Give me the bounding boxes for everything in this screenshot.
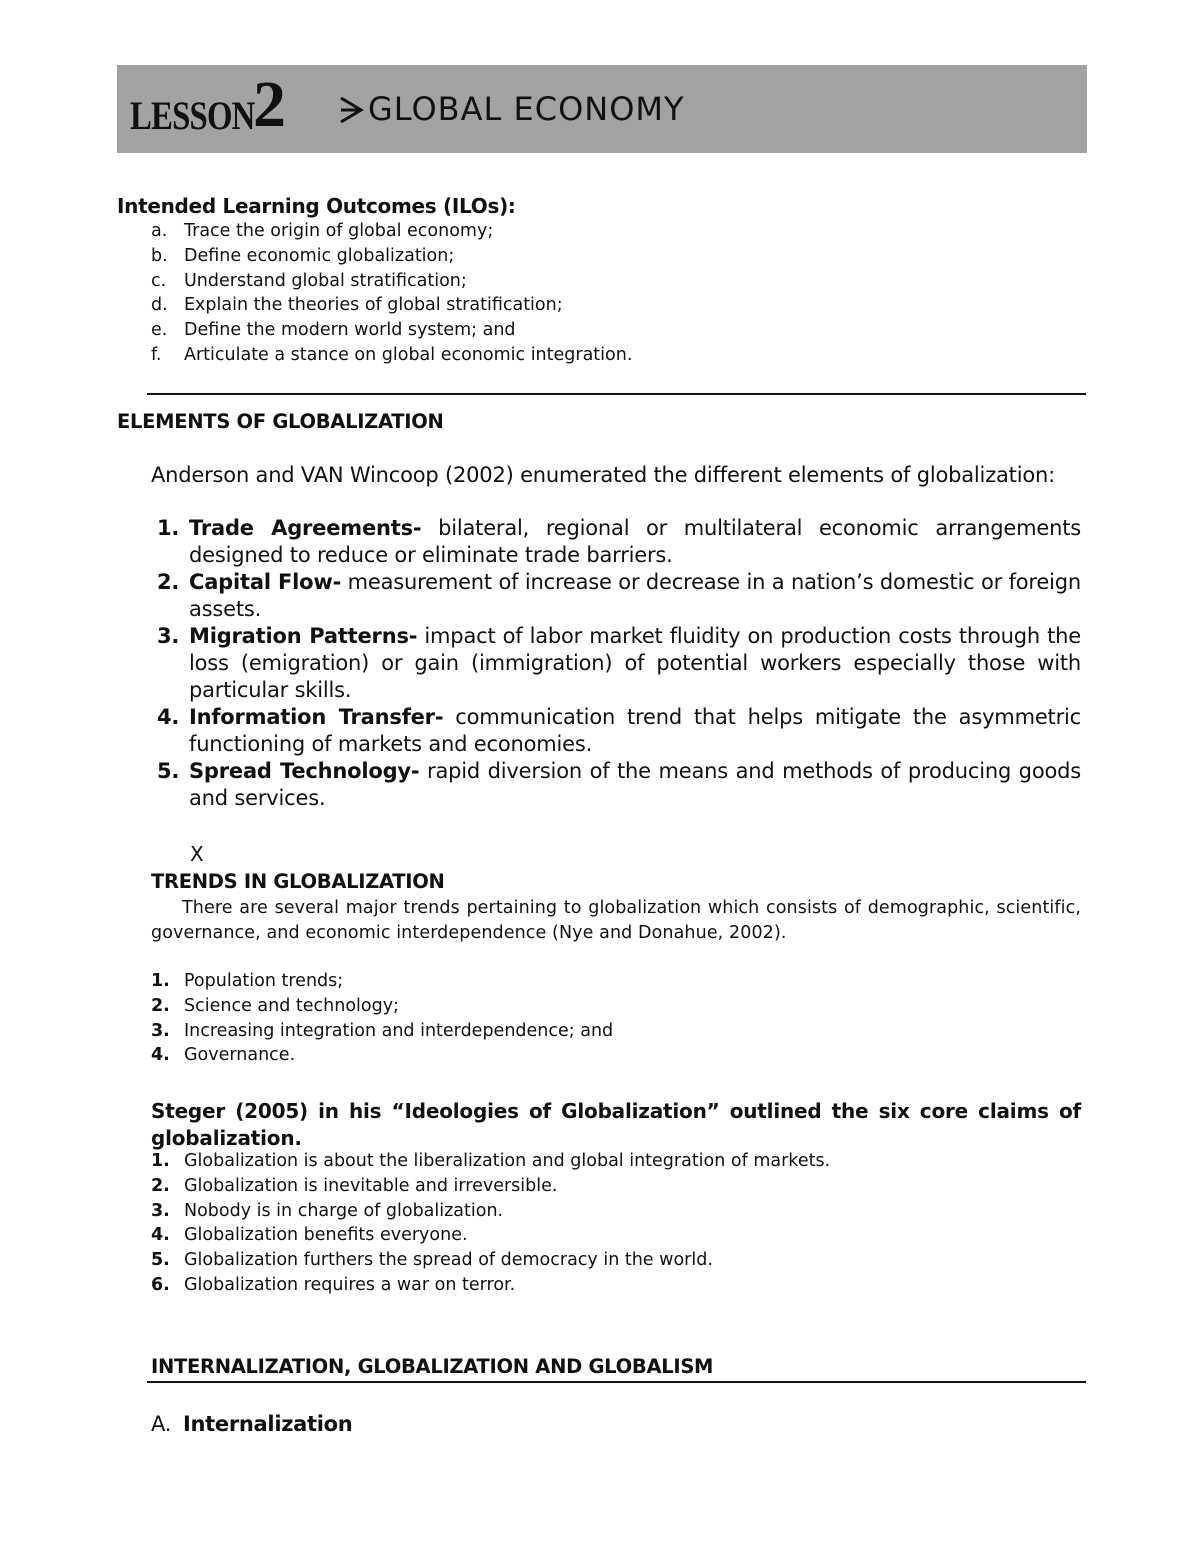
list-item: 1. Trade Agreements- bilateral, regional or multilateral economic arrangements designed to reduce or eliminate trade barriers.	[157, 516, 1081, 567]
list-item: 3. Nobody is in charge of globalization.	[151, 1200, 504, 1221]
list-item: 2. Capital Flow- measurement of increase or decrease in a nation’s domestic or foreign assets.	[157, 570, 1081, 621]
elements-heading: ELEMENTS OF GLOBALIZATION	[117, 410, 444, 433]
stray-mark: X	[190, 842, 204, 866]
internalization-heading: INTERNALIZATION, GLOBALIZATION AND GLOBALISM	[151, 1355, 714, 1378]
list-item: c. Understand global stratification;	[151, 270, 467, 291]
lesson-number: 2	[253, 68, 286, 141]
list-item: 1. Globalization is about the liberalization and global integration of markets.	[151, 1151, 831, 1171]
elements-intro: Anderson and VAN Wincoop (2002) enumerated the different elements of globalization:	[151, 463, 1055, 487]
steger-heading: Steger (2005) in his “Ideologies of Globalization” outlined the six core claims of globalization.	[151, 1099, 1081, 1150]
ilo-list	[151, 221, 632, 370]
trends-heading: TRENDS IN GLOBALIZATION	[151, 870, 445, 893]
list-item: d. Explain the theories of global stratification;	[151, 295, 563, 316]
list-item: 5. Spread Technology- rapid diversion of the means and methods of producing goods and services.	[157, 759, 1081, 810]
list-item: f. Articulate a stance on global economic integration.	[151, 344, 633, 365]
arrowhead-bullet-icon	[338, 95, 364, 125]
list-item: 6. Globalization requires a war on terror.	[151, 1274, 516, 1295]
lesson-title: GLOBAL ECONOMY	[368, 90, 685, 128]
divider	[147, 1381, 1086, 1383]
list-item: 4. Globalization benefits everyone.	[151, 1225, 468, 1246]
list-item: a. Trace the origin of global economy;	[151, 221, 494, 241]
list-item: 3. Increasing integration and interdependence; and	[151, 1020, 614, 1041]
elements-list	[151, 515, 1081, 812]
list-item: 3. Migration Patterns- impact of labor market fluidity on production costs through the loss (emigration) or gain (immigration) of potential workers especially those with particular skills.	[157, 624, 1081, 702]
list-item: 1. Population trends;	[151, 971, 344, 991]
list-item: 2. Science and technology;	[151, 995, 399, 1016]
list-item: e. Define the modern world system; and	[151, 320, 516, 341]
ilo-heading: Intended Learning Outcomes (ILOs):	[117, 194, 516, 218]
list-item: b. Define economic globalization;	[151, 245, 455, 266]
trends-paragraph: There are several major trends pertaining to globalization which consists of demographic, scientific, governance, and economic interdependence (Nye and Donahue, 2002).	[151, 898, 1081, 943]
list-item: 4. Information Transfer- communication trend that helps mitigate the asymmetric functioning of markets and economies.	[157, 705, 1081, 756]
divider	[147, 393, 1086, 395]
internalization-subheading: A. Internalization	[151, 1412, 353, 1436]
list-item: 5. Globalization furthers the spread of democracy in the world.	[151, 1250, 713, 1271]
trends-list	[151, 971, 613, 1070]
lesson-label: LESSON	[130, 93, 255, 138]
list-item: 4. Governance.	[151, 1045, 296, 1066]
steger-list	[151, 1151, 830, 1300]
list-item: 2. Globalization is inevitable and irreversible.	[151, 1175, 558, 1196]
